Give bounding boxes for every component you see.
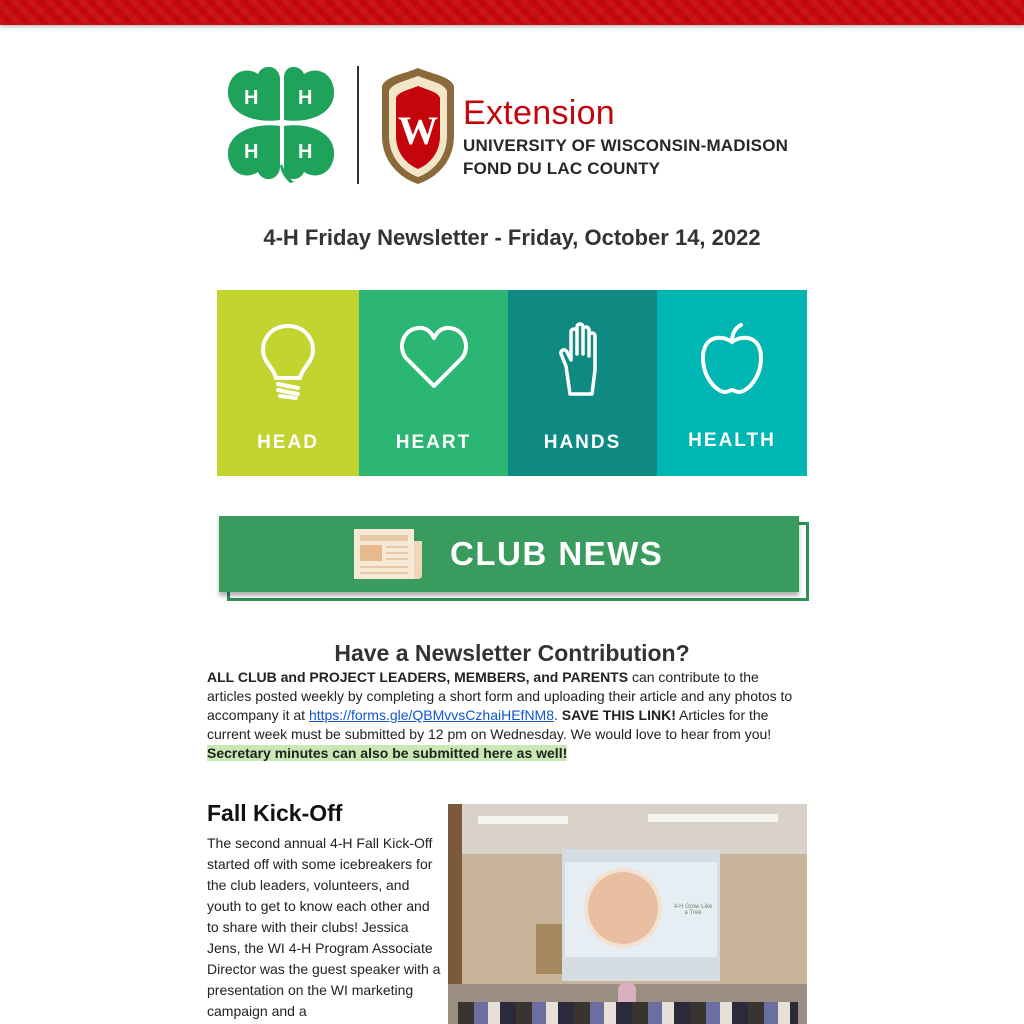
logo-divider	[357, 66, 359, 184]
contribution-text: Articles for the current week must be submitted by 12 pm on Wednesday. We would love to hear from you!	[207, 707, 772, 742]
newspaper-icon	[352, 527, 424, 581]
kickoff-photo	[448, 804, 807, 1024]
svg-text:H: H	[298, 87, 313, 109]
four-h-pillars-banner	[217, 290, 807, 476]
contribution-text: can contribute to the articles posted weekly by completing a short form and uploading their article and any photos to accompany it at	[207, 669, 793, 723]
pillar-hands	[508, 290, 657, 476]
pillar-label: HANDS	[543, 432, 622, 453]
contribution-heading: Have a Newsletter Contribution?	[334, 640, 690, 666]
contribution-paragraph	[207, 668, 807, 763]
extension-wordmark: Extension	[463, 94, 616, 132]
pillar-head	[217, 290, 359, 476]
kickoff-body: The second annual 4-H Fall Kick-Off started off with some icebreakers for the club leaders, volunteers, and youth to get to know each other and to share with their clubs! Jessica Jens, the WI 4-H Program Associate Director was the guest speaker with a presentation on the WI marketing campaign and a	[207, 835, 441, 1019]
heart-icon	[398, 322, 470, 392]
top-banner	[0, 0, 1024, 25]
club-news-title: CLUB NEWS	[450, 535, 664, 572]
pillar-heart	[359, 290, 508, 476]
secretary-minutes-highlight: Secretary minutes can also be submitted here as well!	[207, 745, 568, 761]
newsletter-title: 4-H Friday Newsletter - Friday, October 14, 2022	[263, 225, 761, 250]
svg-text:H: H	[244, 87, 259, 109]
svg-text:H: H	[298, 141, 313, 163]
club-news-header	[217, 515, 809, 603]
contribution-text: .	[554, 707, 562, 723]
uw-shield-logo	[380, 66, 456, 186]
save-link-text: SAVE THIS LINK!	[561, 707, 676, 723]
audience-text: ALL CLUB and PROJECT LEADERS, MEMBERS, and PARENTS	[207, 669, 629, 685]
pillar-health	[657, 290, 807, 476]
svg-text:H: H	[244, 141, 259, 163]
kickoff-heading: Fall Kick-Off	[207, 800, 343, 826]
pillar-label: HEALTH	[688, 430, 776, 451]
apple-icon	[699, 322, 765, 396]
hand-icon	[558, 322, 608, 398]
university-name: UNIVERSITY OF WISCONSIN-MADISON	[463, 136, 789, 155]
slide-text: 4-H Grow Like a Tree	[673, 904, 713, 916]
pillar-label: HEAD	[257, 432, 319, 453]
lightbulb-icon	[258, 322, 318, 402]
form-link[interactable]: https://forms.gle/QBMvvsCzhaiHEfNM8	[308, 707, 554, 723]
four-h-clover-logo	[222, 64, 342, 184]
svg-text:W: W	[398, 108, 438, 153]
pillar-label: HEART	[395, 432, 472, 453]
county-name: FOND DU LAC COUNTY	[463, 159, 661, 178]
